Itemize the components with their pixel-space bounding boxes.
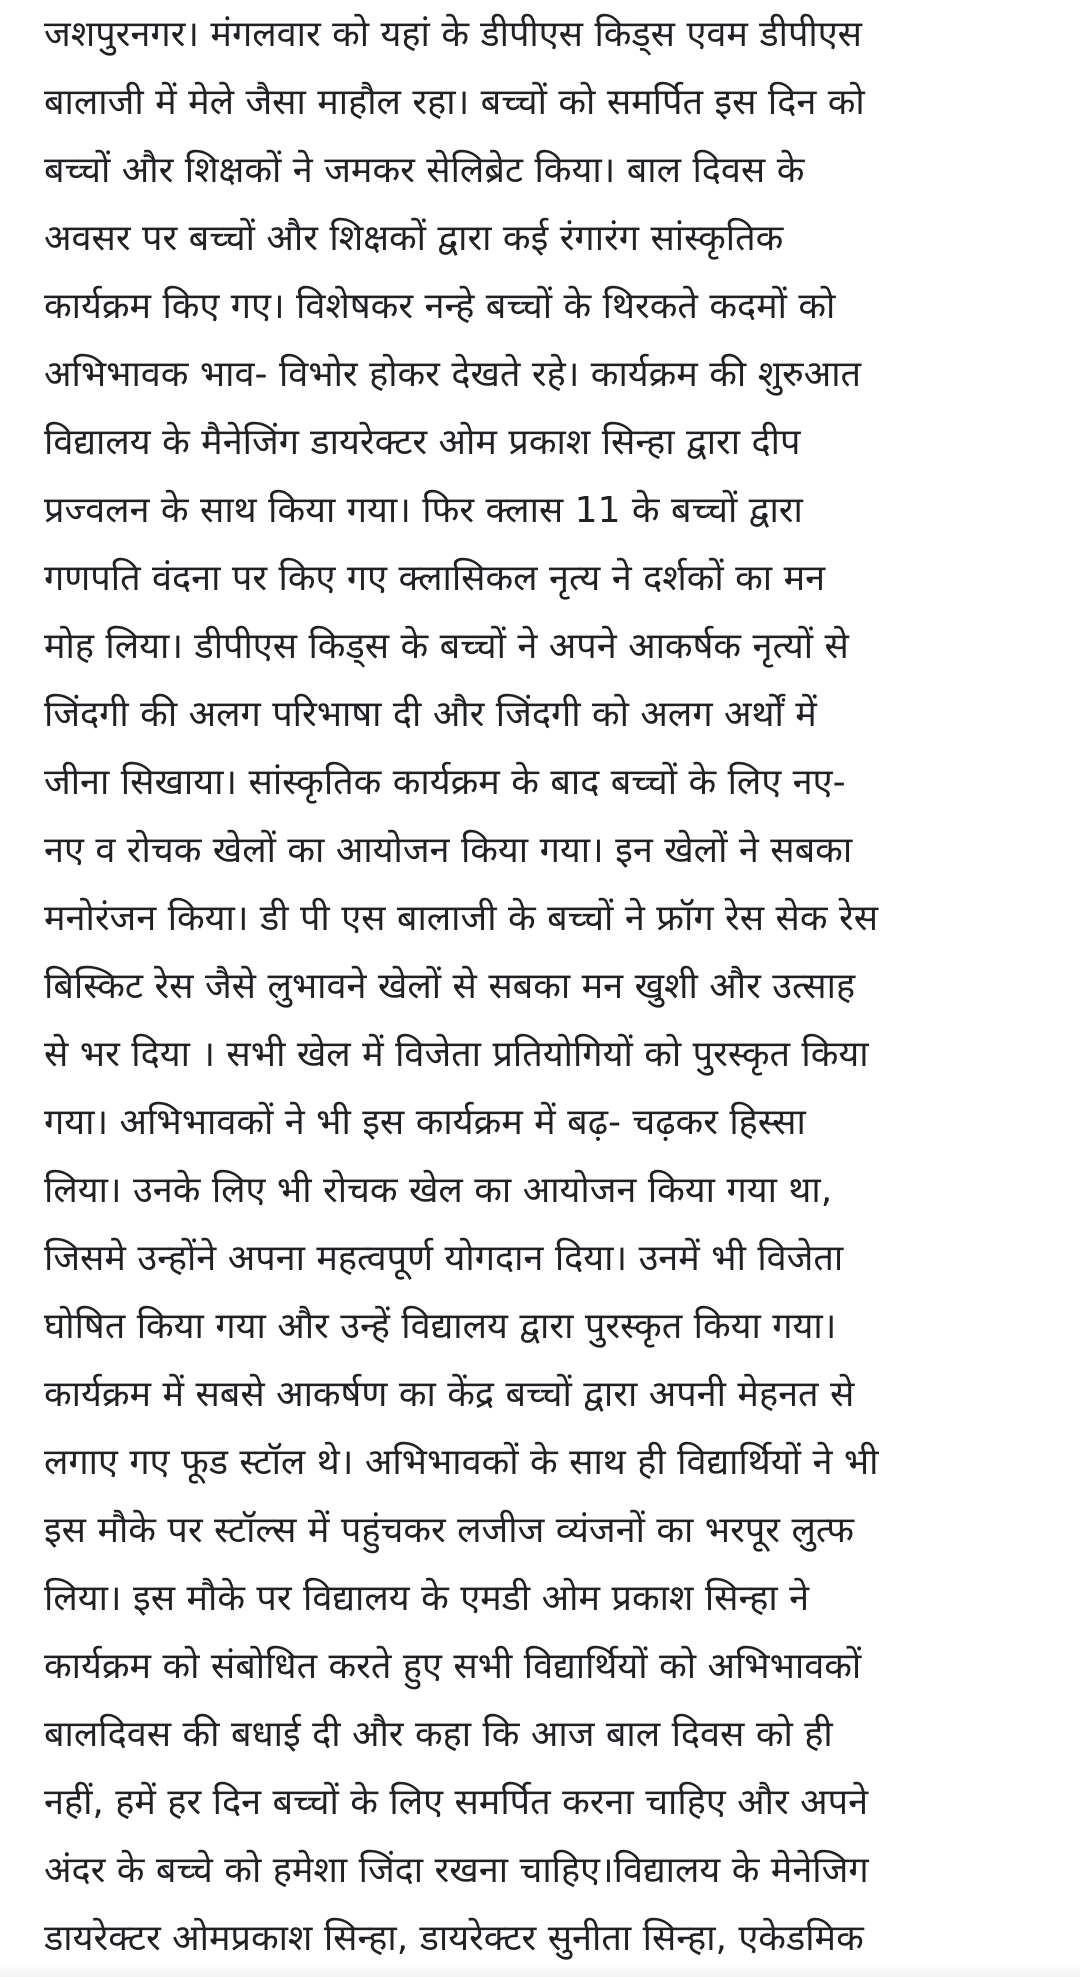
article-line-26: बालदिवस की बधाई दी और कहा कि आज बाल दिवस को ही — [44, 1714, 833, 1755]
article-line-20: घोषित किया गया और उन्हें विद्यालय द्वारा पुरस्कृत किया गया। — [44, 1306, 837, 1347]
article-line-14: मनोरंजन किया। डी पी एस बालाजी के बच्चों ने फ्रॉग रेस सेक रेस — [44, 898, 879, 939]
article-line-8: प्रज्वलन के साथ किया गया। फिर क्लास 11 के बच्चों द्वारा — [44, 490, 803, 531]
article-line-10: मोह लिया। डीपीएस किड्स के बच्चों ने अपने आकर्षक नृत्यों से — [44, 626, 849, 667]
article-line-3: बच्चों और शिक्षकों ने जमकर सेलिब्रेट किया। बाल दिवस के — [44, 150, 805, 191]
article-line-29: डायरेक्टर ओमप्रकाश सिन्हा, डायरेक्टर सुनीता सिन्हा, एकेडमिक — [44, 1918, 864, 1959]
article-body — [44, 0, 1054, 1977]
article-line-17: गया। अभिभावकों ने भी इस कार्यक्रम में बढ़- चढ़कर हिस्सा — [44, 1102, 806, 1143]
article-line-28: अंदर के बच्चे को हमेशा जिंदा रखना चाहिए।विद्यालय के मेनेजिग — [44, 1850, 869, 1891]
article-line-5: कार्यक्रम किए गए। विशेषकर नन्हे बच्चों के थिरकते कदमों को — [44, 286, 836, 327]
article-line-9: गणपति वंदना पर किए गए क्लासिकल नृत्य ने दर्शकों का मन — [44, 558, 826, 599]
article-line-18: लिया। उनके लिए भी रोचक खेल का आयोजन किया गया था, — [44, 1170, 833, 1211]
article-line-6: अभिभावक भाव- विभोर होकर देखते रहे। कार्यक्रम की शुरुआत — [44, 354, 862, 395]
article-line-15: बिस्किट रेस जैसे लुभावने खेलों से सबका मन खुशी और उत्साह — [44, 966, 856, 1007]
article-line-16: से भर दिया । सभी खेल में विजेता प्रतियोगियों को पुरस्कृत किया — [44, 1034, 869, 1075]
article-line-21: कार्यक्रम में सबसे आकर्षण का केंद्र बच्चों द्वारा अपनी मेहनत से — [44, 1374, 855, 1415]
article-line-11: जिंदगी की अलग परिभाषा दी और जिंदगी को अलग अर्थों में — [44, 694, 817, 735]
article-line-23: इस मौके पर स्टॉल्स में पहुंचकर लजीज व्यंजनों का भरपूर लुत्फ — [44, 1510, 855, 1551]
article-line-7: विद्यालय के मैनेजिंग डायरेक्टर ओम प्रकाश सिन्हा द्वारा दीप — [44, 422, 801, 463]
article-line-27: नहीं, हमें हर दिन बच्चों के लिए समर्पित करना चाहिए और अपने — [44, 1782, 869, 1823]
article-line-12: जीना सिखाया। सांस्कृतिक कार्यक्रम के बाद बच्चों के लिए नए- — [44, 762, 846, 803]
article-line-2: बालाजी में मेले जैसा माहौल रहा। बच्चों को समर्पित इस दिन को — [44, 82, 865, 123]
article-line-25: कार्यक्रम को संबोधित करते हुए सभी विद्यार्थियों को अभिभावकों — [44, 1646, 862, 1687]
article-line-1: जशपुरनगर। मंगलवार को यहां के डीपीएस किड्स एवम डीपीएस — [44, 14, 862, 55]
article-line-13: नए व रोचक खेलों का आयोजन किया गया। इन खेलों ने सबका — [44, 830, 853, 871]
bottom-fade-divider — [0, 1963, 1080, 1977]
article-line-4: अवसर पर बच्चों और शिक्षकों द्वारा कई रंगारंग सांस्कृतिक — [44, 218, 784, 259]
article-line-19: जिसमे उन्होंने अपना महत्वपूर्ण योगदान दिया। उनमें भी विजेता — [44, 1238, 844, 1279]
article-line-24: लिया। इस मौके पर विद्यालय के एमडी ओम प्रकाश सिन्हा ने — [44, 1578, 810, 1619]
article-line-22: लगाए गए फूड स्टॉल थे। अभिभावकों के साथ ही विद्यार्थियों ने भी — [44, 1442, 879, 1483]
